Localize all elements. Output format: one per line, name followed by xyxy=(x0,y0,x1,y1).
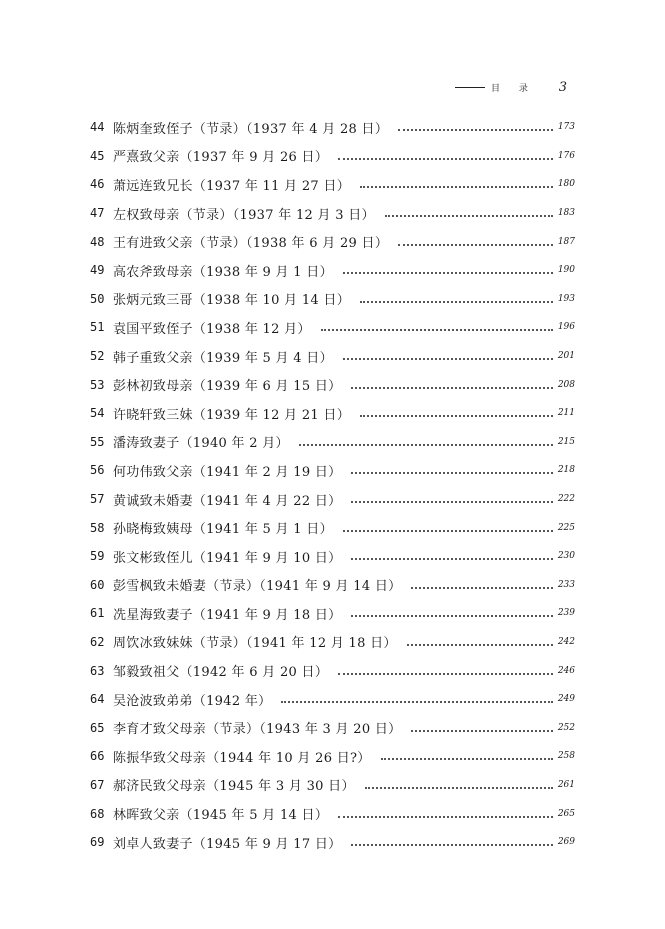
entry-number: 45 xyxy=(90,148,105,163)
entry-title: 韩子重致父亲（1939 年 5 月 4 日） xyxy=(113,350,333,366)
dot-leader xyxy=(365,777,553,789)
entry-title: 王有进致父亲（节录）（1938 年 6 月 29 日） xyxy=(113,236,389,252)
toc-entry[interactable] xyxy=(90,370,575,399)
header-rule xyxy=(455,87,485,88)
entry-title: 林晖致父亲（1945 年 5 月 14 日） xyxy=(113,808,329,824)
toc-entry[interactable] xyxy=(90,342,575,371)
dot-leader xyxy=(385,205,553,217)
entry-number: 46 xyxy=(90,177,105,192)
toc-entry[interactable] xyxy=(90,599,575,628)
toc-entry[interactable] xyxy=(90,742,575,771)
dot-leader xyxy=(360,405,553,417)
dot-leader xyxy=(338,148,553,160)
entry-page-number: 211 xyxy=(557,408,575,419)
entry-title: 邹毅致祖父（1942 年 6 月 20 日） xyxy=(113,665,329,681)
entry-title: 李育才致父母亲（节录）（1943 年 3 月 20 日） xyxy=(113,722,402,738)
entry-number: 55 xyxy=(90,434,105,449)
entry-page-number: 190 xyxy=(557,265,575,276)
toc-entry[interactable] xyxy=(90,713,575,742)
entry-number: 49 xyxy=(90,263,105,278)
entry-page-number: 239 xyxy=(557,608,575,619)
dot-leader xyxy=(351,377,553,389)
entry-number: 56 xyxy=(90,463,105,478)
entry-page-number: 246 xyxy=(557,665,575,676)
entry-page-number: 183 xyxy=(557,208,575,219)
entry-number: 68 xyxy=(90,806,105,821)
entry-number: 58 xyxy=(90,520,105,535)
entry-title: 何功伟致父亲（1941 年 2 月 19 日） xyxy=(113,464,342,480)
dot-leader xyxy=(381,748,553,760)
toc-entry[interactable] xyxy=(90,256,575,285)
toc-entry[interactable] xyxy=(90,513,575,542)
entry-number: 65 xyxy=(90,720,105,735)
entry-title: 孙晓梅致姨母（1941 年 5 月 1 日） xyxy=(113,522,333,538)
entry-page-number: 222 xyxy=(557,494,575,505)
dot-leader xyxy=(411,720,553,732)
table-of-contents xyxy=(90,113,575,856)
entry-number: 60 xyxy=(90,577,105,592)
entry-page-number: 269 xyxy=(557,837,575,848)
dot-leader xyxy=(351,834,553,846)
entry-title: 严熹致父亲（1937 年 9 月 26 日） xyxy=(113,150,329,166)
toc-entry[interactable] xyxy=(90,685,575,714)
entry-title: 彭林初致母亲（1939 年 6 月 15 日） xyxy=(113,379,342,395)
entry-number: 57 xyxy=(90,492,105,507)
toc-entry[interactable] xyxy=(90,313,575,342)
entry-number: 62 xyxy=(90,634,105,649)
entry-page-number: 258 xyxy=(557,751,575,762)
entry-number: 44 xyxy=(90,120,105,135)
toc-entry[interactable] xyxy=(90,799,575,828)
entry-number: 59 xyxy=(90,549,105,564)
entry-number: 50 xyxy=(90,291,105,306)
entry-number: 48 xyxy=(90,234,105,249)
toc-entry[interactable] xyxy=(90,456,575,485)
entry-title: 张文彬致侄儿（1941 年 9 月 10 日） xyxy=(113,550,342,566)
toc-entry[interactable] xyxy=(90,485,575,514)
entry-title: 陈振华致父母亲（1944 年 10 月 26 日?） xyxy=(113,750,371,766)
dot-leader xyxy=(360,291,553,303)
toc-entry[interactable] xyxy=(90,628,575,657)
entry-title: 周饮冰致妹妹（节录）（1941 年 12 月 18 日） xyxy=(113,636,397,652)
entry-title: 刘卓人致妻子（1945 年 9 月 17 日） xyxy=(113,836,342,852)
dot-leader xyxy=(343,262,553,274)
entry-number: 63 xyxy=(90,663,105,678)
entry-number: 52 xyxy=(90,349,105,364)
toc-entry[interactable] xyxy=(90,113,575,142)
running-header xyxy=(455,78,567,96)
entry-title: 高农斧致母亲（1938 年 9 月 1 日） xyxy=(113,264,333,280)
entry-number: 51 xyxy=(90,320,105,335)
toc-entry[interactable] xyxy=(90,399,575,428)
entry-title: 袁国平致侄子（1938 年 12 月） xyxy=(113,321,311,337)
toc-entry[interactable] xyxy=(90,285,575,314)
entry-title: 吴沧波致弟弟（1942 年） xyxy=(113,693,272,709)
entry-page-number: 180 xyxy=(557,179,575,190)
toc-entry[interactable] xyxy=(90,428,575,457)
entry-page-number: 230 xyxy=(557,551,575,562)
toc-entry[interactable] xyxy=(90,771,575,800)
entry-page-number: 252 xyxy=(557,722,575,733)
entry-number: 66 xyxy=(90,749,105,764)
dot-leader xyxy=(398,234,553,246)
entry-title: 张炳元致三哥（1938 年 10 月 14 日） xyxy=(113,293,351,309)
dot-leader xyxy=(299,434,553,446)
entry-page-number: 201 xyxy=(557,351,575,362)
section-title: 目 录 xyxy=(491,83,536,94)
dot-leader xyxy=(343,348,553,360)
toc-entry[interactable] xyxy=(90,656,575,685)
entry-page-number: 265 xyxy=(557,808,575,819)
dot-leader xyxy=(351,462,553,474)
dot-leader xyxy=(351,605,553,617)
entry-title: 郝济民致父母亲（1945 年 3 月 30 日） xyxy=(113,779,355,795)
entry-number: 54 xyxy=(90,406,105,421)
entry-page-number: 261 xyxy=(557,779,575,790)
entry-number: 67 xyxy=(90,777,105,792)
entry-page-number: 218 xyxy=(557,465,575,476)
dot-leader xyxy=(351,491,553,503)
entry-page-number: 176 xyxy=(557,150,575,161)
dot-leader xyxy=(281,691,553,703)
entry-title: 许晓轩致三妹（1939 年 12 月 21 日） xyxy=(113,407,351,423)
entry-number: 53 xyxy=(90,377,105,392)
toc-entry[interactable] xyxy=(90,828,575,857)
entry-page-number: 196 xyxy=(557,322,575,333)
entry-page-number: 225 xyxy=(557,522,575,533)
dot-leader xyxy=(411,577,553,589)
entry-page-number: 193 xyxy=(557,293,575,304)
entry-page-number: 233 xyxy=(557,579,575,590)
dot-leader xyxy=(343,520,553,532)
dot-leader xyxy=(407,634,553,646)
entry-number: 61 xyxy=(90,606,105,621)
entry-number: 47 xyxy=(90,206,105,221)
entry-title: 萧远连致兄长（1937 年 11 月 27 日） xyxy=(113,178,351,194)
dot-leader xyxy=(360,176,553,188)
entry-page-number: 173 xyxy=(557,122,575,133)
entry-title: 左权致母亲（节录）（1937 年 12 月 3 日） xyxy=(113,207,375,223)
entry-page-number: 215 xyxy=(557,436,575,447)
dot-leader xyxy=(338,806,553,818)
entry-title: 黄诚致未婚妻（1941 年 4 月 22 日） xyxy=(113,493,342,509)
entry-number: 69 xyxy=(90,835,105,850)
dot-leader xyxy=(321,319,553,331)
dot-leader xyxy=(351,548,553,560)
entry-page-number: 249 xyxy=(557,694,575,705)
toc-entry[interactable] xyxy=(90,170,575,199)
entry-number: 64 xyxy=(90,692,105,707)
toc-entry[interactable] xyxy=(90,227,575,256)
entry-title: 陈炳奎致侄子（节录）（1937 年 4 月 28 日） xyxy=(113,121,389,137)
dot-leader xyxy=(338,663,553,675)
toc-entry[interactable] xyxy=(90,199,575,228)
toc-entry[interactable] xyxy=(90,571,575,600)
entry-title: 冼星海致妻子（1941 年 9 月 18 日） xyxy=(113,607,342,623)
entry-title: 潘涛致妻子（1940 年 2 月） xyxy=(113,436,289,452)
toc-entry[interactable] xyxy=(90,542,575,571)
toc-entry[interactable] xyxy=(90,142,575,171)
page-number: 3 xyxy=(558,79,567,95)
dot-leader xyxy=(398,119,553,131)
entry-page-number: 187 xyxy=(557,236,575,247)
entry-title: 彭雪枫致未婚妻（节录）（1941 年 9 月 14 日） xyxy=(113,579,402,595)
entry-page-number: 208 xyxy=(557,379,575,390)
entry-page-number: 242 xyxy=(557,636,575,647)
